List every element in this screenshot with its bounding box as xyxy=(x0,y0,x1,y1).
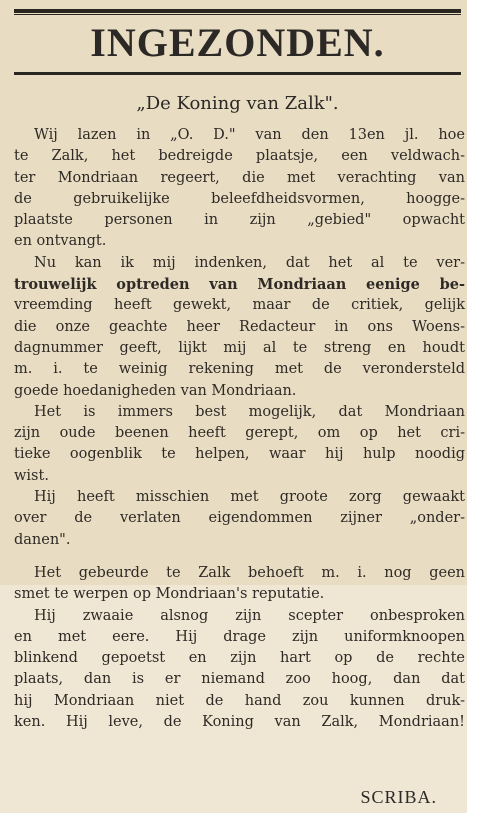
text-line: trouwelijk optreden van Mondriaan eenige be- xyxy=(14,276,465,294)
text-line: hij Mondriaan niet de hand zou kunnen druk- xyxy=(14,692,465,709)
text-line: blinkend gepoetst en zijn hart op de rechte xyxy=(14,650,465,667)
text-line: zijn oude beenen heeft gerept, om op het cri- xyxy=(14,425,465,442)
text-line: dagnummer geeft, lijkt mij al te streng en houdt xyxy=(14,339,465,356)
text-line: Hij heeft misschien met groote zorg gewaakt xyxy=(34,489,465,506)
text-line: vreemding heeft gewekt, maar de critiek, gelijk xyxy=(14,297,465,314)
paragraph-3 xyxy=(14,402,465,487)
top-rule xyxy=(14,9,461,13)
article-title: „De Koning van Zalk". xyxy=(136,93,339,114)
text-line: en ontvangt. xyxy=(14,233,107,250)
text-line: te Zalk, het bedreigde plaatsje, een veldwach- xyxy=(14,148,465,165)
heading-rule xyxy=(14,72,461,75)
paragraph-5 xyxy=(14,563,465,606)
text-line: danen". xyxy=(14,531,71,548)
text-line: plaats, dan is er niemand zoo hoog, dan dat xyxy=(14,671,465,688)
top-rule-thin xyxy=(14,14,461,15)
text-line: Wij lazen in „O. D." van den 13en jl. hoe xyxy=(34,127,465,143)
paragraph-6 xyxy=(14,606,465,734)
text-line: de gebruikelijke beleefdheidsvormen, hoogge- xyxy=(14,190,465,207)
paragraph-2 xyxy=(14,253,465,402)
text-line: over de verlaten eigendommen zijner „onder- xyxy=(14,510,465,527)
text-line: tieke oogenblik te helpen, waar hij hulp noodig xyxy=(14,446,465,463)
text-line: Hij zwaaie alsnog zijn scepter onbesproken xyxy=(34,607,465,624)
article-body xyxy=(14,125,465,733)
text-line: en met eere. Hij drage zijn uniformknoopen xyxy=(14,628,465,645)
text-line: die onze geachte heer Redacteur in ons Woens- xyxy=(14,318,465,335)
text-line: ken. Hij leve, de Koning van Zalk, Mondriaan! xyxy=(14,714,465,731)
text-line: Het gebeurde te Zalk behoeft m. i. nog geen xyxy=(34,564,465,581)
text-line: goede hoedanigheden van Mondriaan. xyxy=(14,382,297,399)
text-line: ter Mondriaan regeert, die met verachting van xyxy=(14,169,465,186)
paragraph-4 xyxy=(14,487,465,551)
text-line: plaatste personen in zijn „gebied" opwacht xyxy=(14,212,465,229)
text-line: wist. xyxy=(14,467,49,484)
signature: SCRIBA. xyxy=(360,787,437,807)
paragraph-1 xyxy=(14,125,465,253)
text-line: m. i. te weinig rekening met de verondersteld xyxy=(14,361,465,378)
text-line: Nu kan ik mij indenken, dat het al te ver- xyxy=(34,254,465,271)
section-heading: INGEZONDEN. xyxy=(90,20,385,65)
text-line: Het is immers best mogelijk, dat Mondriaan xyxy=(34,403,465,420)
text-line: smet te werpen op Mondriaan's reputatie. xyxy=(14,586,325,603)
